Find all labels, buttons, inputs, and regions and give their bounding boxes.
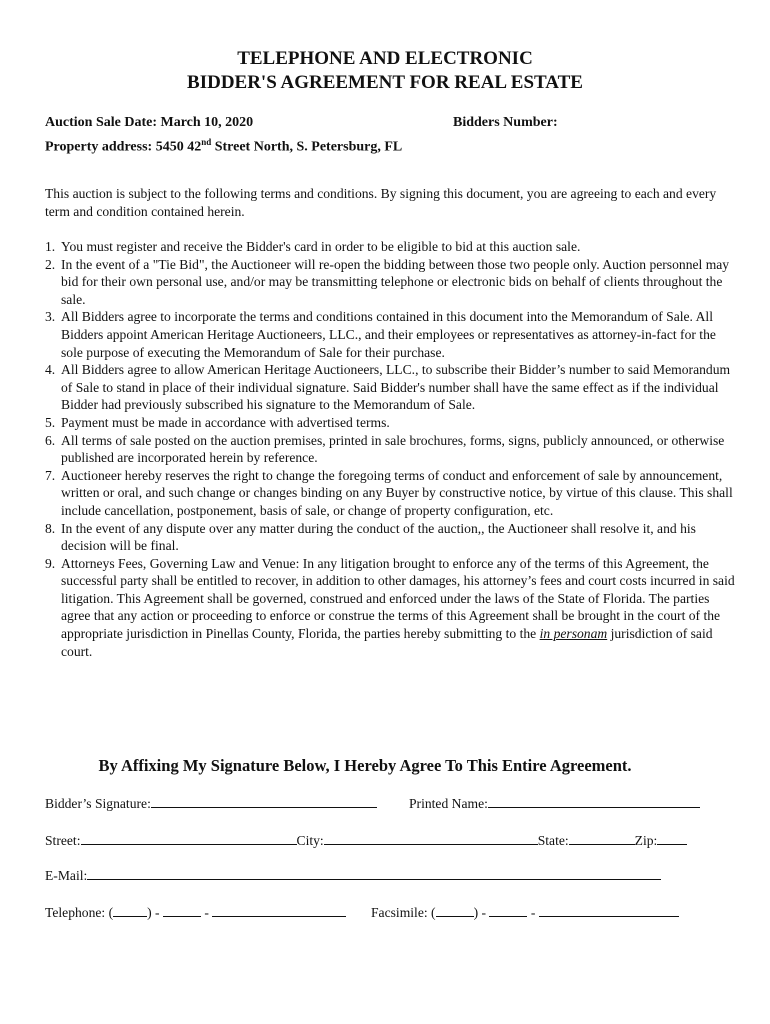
intro-paragraph: This auction is subject to the following terms and conditions. By signing this document, you are agreeing to each and every term and condition contained herein. xyxy=(45,186,717,219)
term-number: 7. xyxy=(45,467,56,483)
term-number: 1. xyxy=(45,239,56,254)
telephone-area-code-field[interactable] xyxy=(113,903,147,917)
term-item xyxy=(45,555,735,661)
auction-sale-date: Auction Sale Date: March 10, 2020 xyxy=(45,115,254,130)
term-item xyxy=(45,256,735,309)
city-field[interactable] xyxy=(324,831,538,845)
bidders-number-label: Bidders Number: xyxy=(453,115,558,130)
telephone-number-field[interactable] xyxy=(212,903,346,917)
term-item xyxy=(45,432,735,467)
term-number: 8. xyxy=(45,520,56,536)
term-text: You must register and receive the Bidder's card in order to be eligible to bid at this auction sale. xyxy=(61,239,581,254)
address-row xyxy=(45,831,687,850)
email-field[interactable] xyxy=(87,866,661,880)
email-label: E-Mail: xyxy=(45,868,88,883)
term-item xyxy=(45,308,735,361)
term-text: All Bidders agree to incorporate the terms and conditions contained in this document into the Memorandum of Sale. All Bidders appoint American Heritage Auctioneers, LLC., and their employees or representatives as attorney-in-fact for the sole purpose of executing the Memorandum of Sale for their purchase. xyxy=(61,309,716,360)
telephone-separator: ) - xyxy=(147,905,163,920)
document-title-line-2: BIDDER'S AGREEMENT FOR REAL ESTATE xyxy=(187,72,583,93)
telephone-label: Telephone: ( xyxy=(45,905,114,920)
facsimile-label: Facsimile: ( xyxy=(371,905,436,920)
telephone-dash: - xyxy=(200,905,213,920)
term-number: 2. xyxy=(45,256,56,272)
agreement-statement: By Affixing My Signature Below, I Hereby Agree To This Entire Agreement. xyxy=(98,756,632,775)
facsimile-prefix-field[interactable] xyxy=(489,903,527,917)
address-prefix: Property address: 5450 42 xyxy=(45,139,202,155)
document-title-line-1: TELEPHONE AND ELECTRONIC xyxy=(237,48,533,69)
printed-name-field[interactable] xyxy=(488,794,700,808)
term-text: In the event of a "Tie Bid", the Auctioneer will re-open the bidding between those two people only. Auction personnel may bid for their own personal use, and/or may be transmitting telephone or electronic bids on behalf of clients throughout the sale. xyxy=(61,256,730,307)
address-superscript: nd xyxy=(201,137,212,147)
term-text: Attorneys Fees, Governing Law and Venue: In any litigation brought to enforce any of the terms of this Agreement, the successful party shall be entitled to recover, in addition to other damages, his attorney’s fees and court costs incurred in said litigation. This Agreement shall be governed, construed and enforced under the laws of the State of Florida. The parties agree that any action or proceeding to enforce or construe the terms of this Agreement shall be brought in the court of the appropriate jurisdiction in Pinellas County, Florida, the parties hereby submitting to the xyxy=(61,555,735,642)
term-text: Auctioneer hereby reserves the right to change the foregoing terms of conduct and enforcement of sale by announcement, written or oral, and such change or changes binding on any Buyer by constructive notice, by virtue of this clause. This shall include cancellation, postponement, basis of sale, or change of property configuration, etc. xyxy=(61,467,733,518)
term-tail: jurisdiction of said court. xyxy=(61,626,713,659)
term-item xyxy=(45,238,735,256)
address-suffix: Street North, S. Petersburg, FL xyxy=(211,139,403,155)
zip-label: Zip: xyxy=(634,833,658,848)
facsimile-dash: - xyxy=(527,905,539,920)
street-label: Street: xyxy=(45,833,81,848)
printed-name-label: Printed Name: xyxy=(409,796,488,811)
term-text: Payment must be made in accordance with advertised terms. xyxy=(61,414,390,430)
signature-field[interactable] xyxy=(151,794,377,808)
telephone-row xyxy=(45,903,346,922)
term-item xyxy=(45,414,735,432)
terms-list xyxy=(45,238,735,660)
facsimile-separator: ) - xyxy=(473,905,490,920)
facsimile-area-code-field[interactable] xyxy=(436,903,474,917)
term-item xyxy=(45,467,735,520)
property-address xyxy=(45,133,402,157)
term-number: 4. xyxy=(45,362,56,378)
telephone-prefix-field[interactable] xyxy=(163,903,201,917)
term-item xyxy=(45,520,735,555)
street-field[interactable] xyxy=(81,831,297,845)
signature-label: Bidder’s Signature: xyxy=(45,796,151,811)
state-label: State: xyxy=(537,833,569,848)
facsimile-row xyxy=(371,903,679,922)
state-field[interactable] xyxy=(569,831,635,845)
term-item xyxy=(45,361,735,414)
facsimile-number-field[interactable] xyxy=(539,903,679,917)
signature-row xyxy=(45,794,377,813)
term-text: All Bidders agree to allow American Heritage Auctioneers, LLC., to subscribe their Bidder’s number to said Memorandum of Sale to stand in place of their individual signature. Said Bidder's number shall have the same effect as if the individual Bidder had previously subscribed his signature to the Memorandum of Sale. xyxy=(61,362,731,413)
term-number: 3. xyxy=(45,309,56,325)
email-row xyxy=(45,866,661,885)
term-number: 5. xyxy=(45,414,56,430)
term-text: All terms of sale posted on the auction premises, printed in sale brochures, forms, signs, publicly announced, or otherwise published are incorporated herein by reference. xyxy=(61,432,725,466)
zip-field[interactable] xyxy=(657,831,687,845)
printed-name-row xyxy=(409,794,700,813)
term-emphasis: in personam xyxy=(539,626,608,642)
term-number: 9. xyxy=(45,555,56,571)
term-number: 6. xyxy=(45,432,56,448)
term-text: In the event of any dispute over any matter during the conduct of the auction,, the Auctioneer shall resolve it, and his decision will be final. xyxy=(61,520,696,554)
city-label: City: xyxy=(296,833,324,848)
